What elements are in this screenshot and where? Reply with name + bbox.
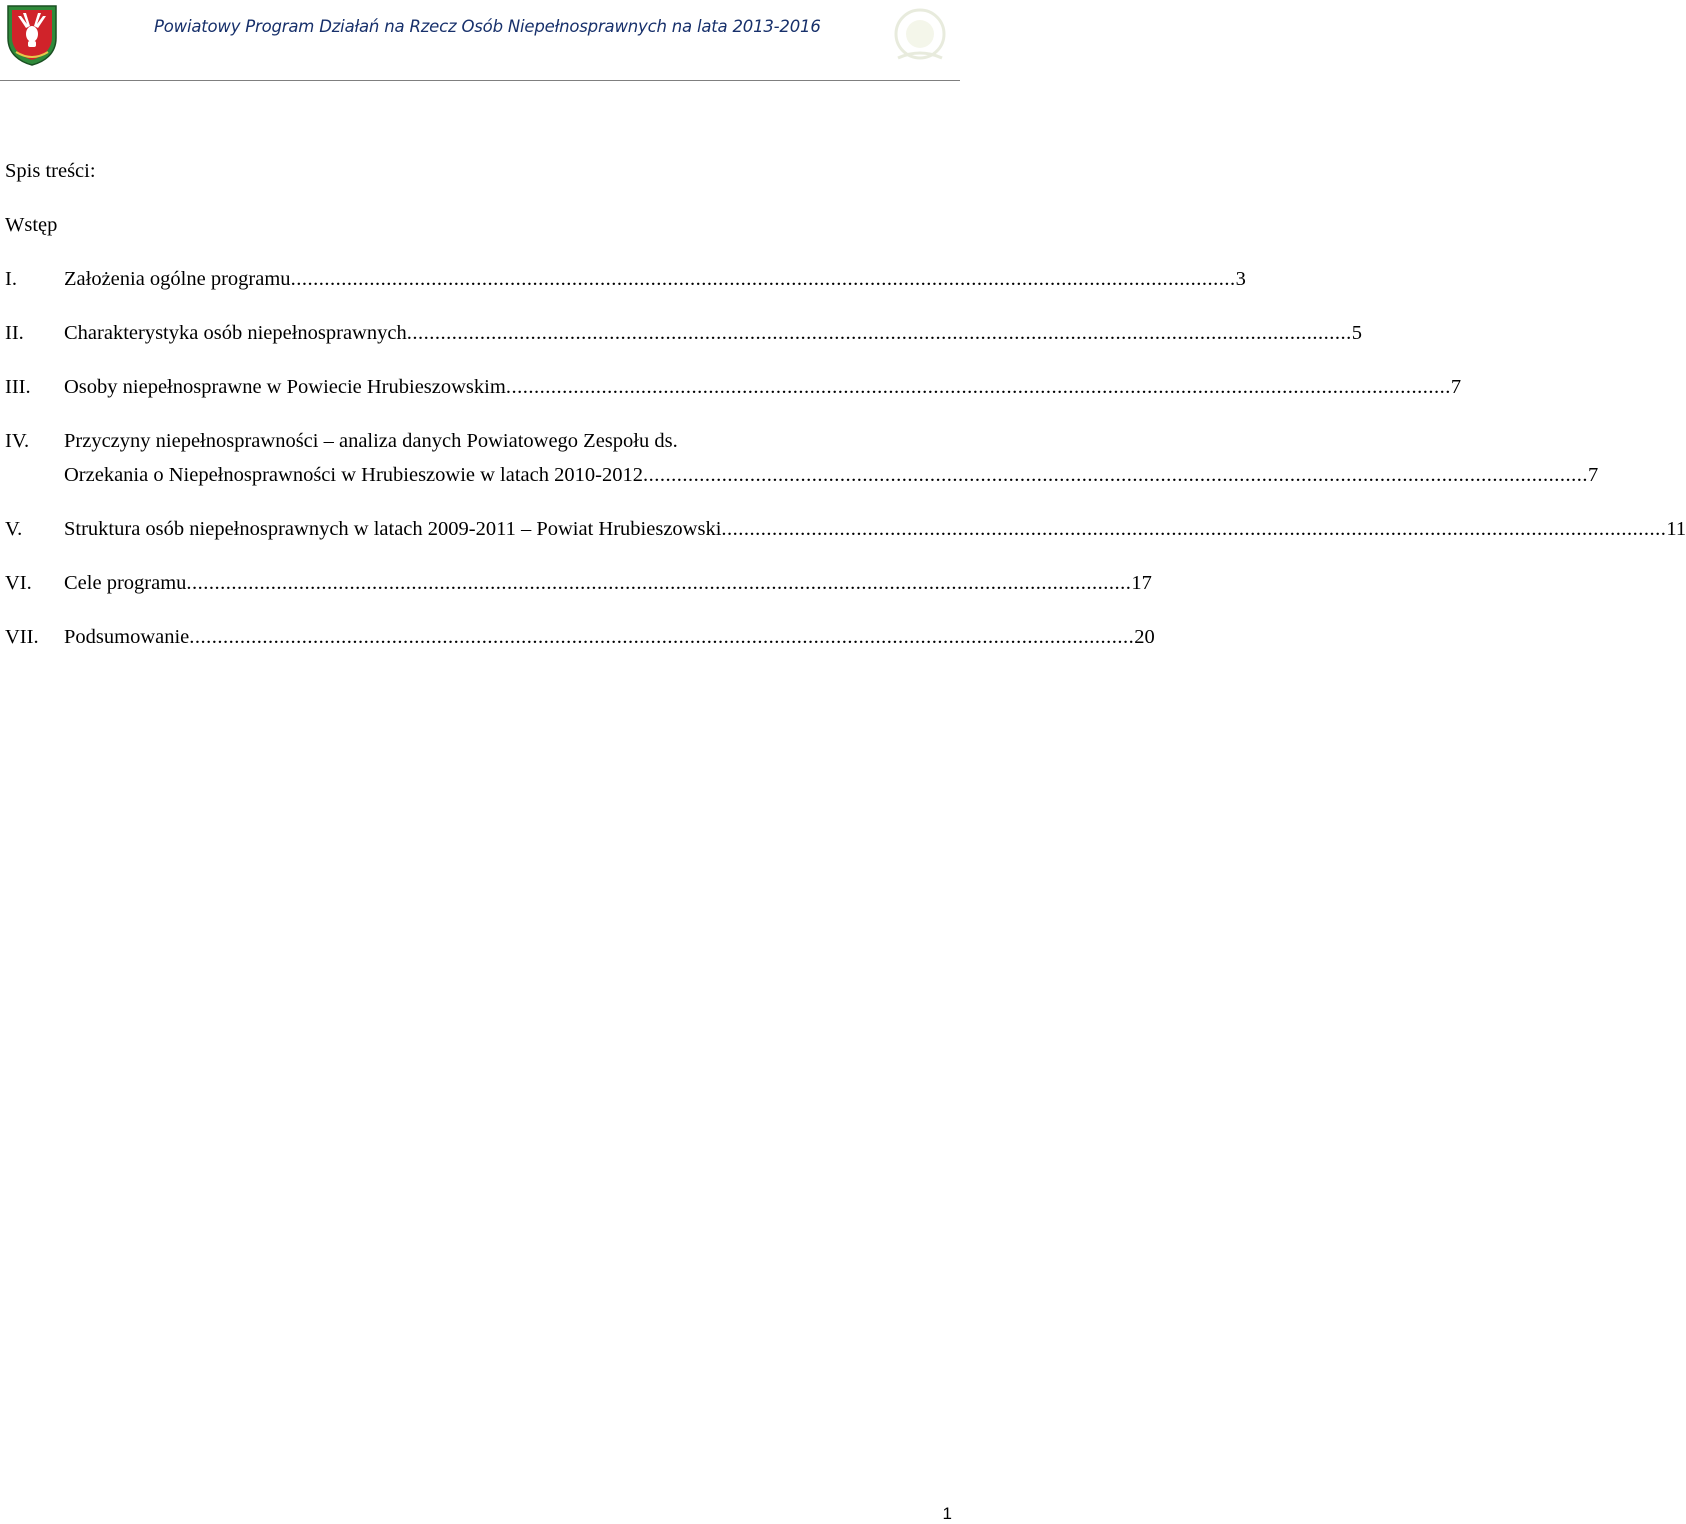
- toc-entry-page: 11: [1666, 518, 1686, 540]
- toc-entry-page: 20: [1134, 626, 1155, 648]
- toc-entry-6[interactable]: [5, 572, 1152, 602]
- page-header: [0, 0, 960, 81]
- toc-entry-title: Założenia ogólne programu: [64, 268, 291, 290]
- toc-intro-entry[interactable]: Wstęp: [5, 214, 58, 236]
- toc-leader-dots: ........................................................................................................................................................................: [406, 322, 1352, 344]
- toc-entry-title: Orzekania o Niepełnosprawności w Hrubieszowie w latach 2010-2012: [64, 464, 643, 486]
- toc-entry-1[interactable]: [5, 268, 1246, 298]
- toc-entry-title: Osoby niepełnosprawne w Powiecie Hrubieszowskim: [64, 376, 506, 398]
- toc-leader-dots: ........................................................................................................................................................................: [721, 518, 1667, 540]
- toc-entry-number: VI.: [5, 572, 32, 594]
- toc-heading: Spis treści:: [5, 160, 96, 182]
- page-number: 1: [942, 1504, 952, 1523]
- toc-entry-title-line1: Przyczyny niepełnosprawności – analiza danych Powiatowego Zespołu ds.: [64, 430, 678, 452]
- toc-leader-dots: ........................................................................................................................................................................: [186, 572, 1132, 594]
- toc-entry-title: Charakterystyka osób niepełnosprawnych: [64, 322, 407, 344]
- toc-entry-page: 7: [1587, 464, 1599, 486]
- toc-leader-dots: ........................................................................................................................................................................: [189, 626, 1135, 648]
- toc-entry-page: 7: [1450, 376, 1462, 398]
- coat-of-arms-icon: [6, 4, 58, 66]
- toc-leader-dots: ........................................................................................................................................................................: [642, 464, 1588, 486]
- toc-entry-title: Cele programu: [64, 572, 187, 594]
- toc-entry-page: 5: [1351, 322, 1362, 344]
- toc-entry-number: III.: [5, 376, 31, 398]
- toc-entry-title: Struktura osób niepełnosprawnych w latach 2009-2011 – Powiat Hrubieszowski: [64, 518, 722, 540]
- toc-leader-dots: ........................................................................................................................................................................: [290, 268, 1236, 290]
- toc-entry-number: IV.: [5, 430, 30, 452]
- toc-entry-page: 17: [1131, 572, 1152, 594]
- toc-entry-title: Podsumowanie: [64, 626, 190, 648]
- toc-entry-3[interactable]: [5, 376, 1462, 406]
- toc-entry-number: VII.: [5, 626, 39, 648]
- toc-entry-number: II.: [5, 322, 24, 344]
- header-title: Powiatowy Program Działań na Rzecz Osób Niepełnosprawnych na lata 2013-2016: [154, 17, 821, 36]
- toc-leader-dots: ........................................................................................................................................................................: [505, 376, 1451, 398]
- toc-entry-5[interactable]: [5, 518, 1686, 548]
- toc-entry-number: V.: [5, 518, 23, 540]
- toc-entry-4[interactable]: [5, 430, 1599, 490]
- toc-entry-7[interactable]: [5, 626, 1155, 656]
- faded-emblem-icon: [884, 4, 956, 66]
- toc-entry-2[interactable]: [5, 322, 1362, 352]
- toc-entry-page: 3: [1235, 268, 1246, 290]
- toc-entry-number: I.: [5, 268, 17, 290]
